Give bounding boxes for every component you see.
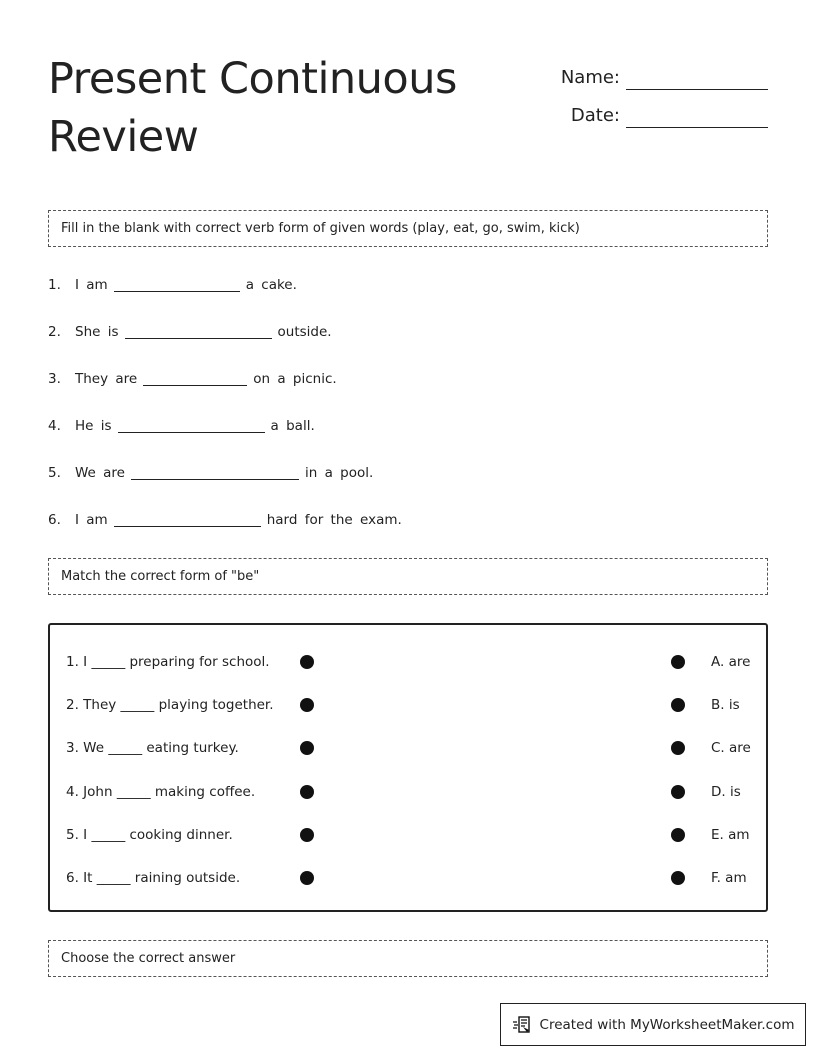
item-text-after: outside. xyxy=(277,324,332,340)
match-dot-right[interactable] xyxy=(671,871,685,885)
match-dot-right[interactable] xyxy=(671,655,685,669)
answer-blank[interactable] xyxy=(131,458,299,480)
answer-blank[interactable] xyxy=(118,411,265,433)
item-number: 4. xyxy=(48,418,61,434)
match-prompt: 3. We _____ eating turkey. xyxy=(66,740,239,756)
match-row xyxy=(50,863,766,893)
title-line-1: Present Continuous xyxy=(48,54,457,104)
item-text-after: in a pool. xyxy=(305,465,374,481)
match-dot-left[interactable] xyxy=(300,828,314,842)
match-dot-left[interactable] xyxy=(300,741,314,755)
match-row xyxy=(50,733,766,763)
match-prompt: 5. I _____ cooking dinner. xyxy=(66,827,233,843)
date-label: Date: xyxy=(570,105,620,126)
match-row xyxy=(50,647,766,677)
item-text-before: They are xyxy=(75,371,138,387)
name-label: Name: xyxy=(560,67,620,88)
name-date-block xyxy=(508,52,768,128)
match-row xyxy=(50,820,766,850)
match-prompt: 1. I _____ preparing for school. xyxy=(66,654,270,670)
item-number: 3. xyxy=(48,371,61,387)
item-text-after: hard for the exam. xyxy=(266,512,402,528)
item-text-after: a cake. xyxy=(245,277,297,293)
match-dot-right[interactable] xyxy=(671,828,685,842)
match-option: B. is xyxy=(711,697,740,713)
item-number: 2. xyxy=(48,324,61,340)
match-dot-left[interactable] xyxy=(300,698,314,712)
footer-credit[interactable] xyxy=(500,1003,806,1046)
list-item xyxy=(48,505,768,552)
matching-box xyxy=(48,623,768,912)
match-dot-right[interactable] xyxy=(671,785,685,799)
match-dot-left[interactable] xyxy=(300,655,314,669)
match-row xyxy=(50,777,766,807)
answer-blank[interactable] xyxy=(114,270,240,292)
match-option: F. am xyxy=(711,870,747,886)
answer-blank[interactable] xyxy=(125,317,272,339)
list-item xyxy=(48,270,768,317)
instruction-fill-in-blank: Fill in the blank with correct verb form of given words (play, eat, go, swim, kick) xyxy=(48,210,768,247)
item-number: 5. xyxy=(48,465,61,481)
instruction-match: Match the correct form of "be" xyxy=(48,558,768,595)
name-row xyxy=(508,52,768,90)
date-field[interactable] xyxy=(626,107,768,128)
match-option: E. am xyxy=(711,827,750,843)
item-number: 1. xyxy=(48,277,61,293)
instruction-choose: Choose the correct answer xyxy=(48,940,768,977)
item-text-after: on a picnic. xyxy=(253,371,337,387)
list-item xyxy=(48,364,768,411)
title-line-2: Review xyxy=(48,112,199,162)
match-option: A. are xyxy=(711,654,751,670)
item-text-before: He is xyxy=(75,418,112,434)
footer-text: Created with MyWorksheetMaker.com xyxy=(539,1016,795,1033)
worksheet-maker-logo-icon xyxy=(512,1015,532,1035)
match-dot-left[interactable] xyxy=(300,871,314,885)
fill-in-blank-list xyxy=(48,270,768,552)
answer-blank[interactable] xyxy=(114,505,261,527)
date-row xyxy=(508,90,768,128)
match-dot-left[interactable] xyxy=(300,785,314,799)
match-option: D. is xyxy=(711,784,741,800)
match-dot-right[interactable] xyxy=(671,741,685,755)
match-prompt: 4. John _____ making coffee. xyxy=(66,784,256,800)
match-prompt: 2. They _____ playing together. xyxy=(66,697,274,713)
worksheet-title xyxy=(48,50,528,166)
item-text-before: She is xyxy=(75,324,119,340)
match-row xyxy=(50,690,766,720)
match-prompt: 6. It _____ raining outside. xyxy=(66,870,241,886)
item-text-after: a ball. xyxy=(270,418,315,434)
match-dot-right[interactable] xyxy=(671,698,685,712)
item-number: 6. xyxy=(48,512,61,528)
match-option: C. are xyxy=(711,740,751,756)
list-item xyxy=(48,458,768,505)
name-field[interactable] xyxy=(626,69,768,90)
answer-blank[interactable] xyxy=(143,364,247,386)
list-item xyxy=(48,411,768,458)
item-text-before: I am xyxy=(75,277,108,293)
item-text-before: I am xyxy=(75,512,108,528)
item-text-before: We are xyxy=(75,465,125,481)
list-item xyxy=(48,317,768,364)
